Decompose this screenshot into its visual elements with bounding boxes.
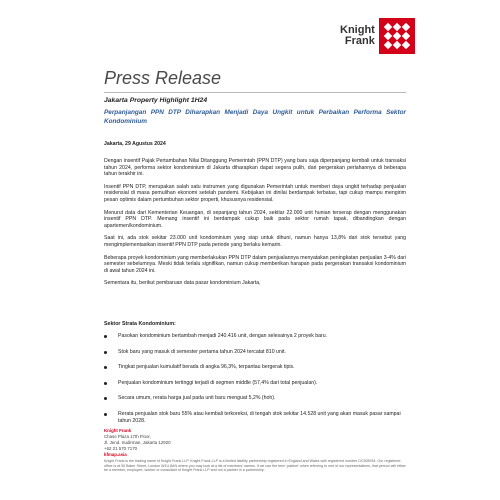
- logo-diamond-icon: [379, 18, 415, 54]
- paragraph: Dengan insentif Pajak Pertambahan Nilai Ditanggung Pemerintah (PPN DTP) yang baru saja diperpanjang kembali untuk transaksi tahun 2024, performa sektor kondominium di Jakarta diharapkan dapat segera pulih, dari pergerakan perlahannya di beberapa tahun terakhir ini.: [104, 158, 406, 178]
- knight-frank-logo: [340, 18, 415, 54]
- footer-phone: +62 21 570 7170: [104, 446, 138, 451]
- list-item: [104, 395, 406, 402]
- logo-line-1: Knight: [340, 24, 375, 36]
- release-subtitle: Perpanjangan PPN DTP Diharapkan Menjadi Daya Ungkit untuk Perbaikan Performa Sektor Kondominium: [104, 109, 406, 125]
- footer-address-2: Jl. Jend. Sudirman, Jakarta 12920: [104, 440, 171, 445]
- paragraph: Insentif PPN DTP, merupakan salah satu instrumen yang digunakan Pemerintah untuk memberi daya ungkit terhadap penjualan residensial di masa pemulihan ekonomi setelah pandemi. Kebijakan ini dinilai berdampak terbatas, tapi cukup mampu mengirim pesan optimis dalam pertumbuhan sektor properti, khususnya residensial.: [104, 183, 406, 203]
- bullet-text: Penjualan kondominium tertinggi terjadi di segmen middle (57,4% dari total penjualan).: [118, 379, 318, 386]
- bullet-icon: [104, 382, 107, 385]
- footer-contact: [104, 428, 406, 473]
- bullet-icon: [104, 335, 107, 338]
- bullet-text: Tingkat penjualan kumulatif berada di angka 96,3%, terpantau bergerak tipis.: [118, 364, 295, 371]
- bullet-icon: [104, 413, 107, 416]
- list-item: [104, 380, 406, 387]
- title-divider: [104, 92, 406, 93]
- dateline: Jakarta, 29 Agustus 2024: [104, 141, 166, 147]
- paragraph: Saat ini, ada stok sekitar 23.000 unit kondominium yang siap untuk dihuni, namun hanya 13,8% dari stok tersebut yang mengimplementasikan insentif PPN DTP pada periode yang berlaku kemarin.: [104, 235, 406, 248]
- paragraph: Menurut data dari Kementerian Keuangan, di sepanjang tahun 2024, sekitar 22.000 unit hunian terserap dengan menggunakan insentif PPN DTP. Memang insentif ini berdampak cukup baik pada sektor rumah tapak, dibandingkan dengan apartemen/kondominium.: [104, 209, 406, 229]
- bullet-text: Rerata penjualan stok baru 55% atau kembali terkoreksi, di tengah stok sekitar 14.528 unit yang akan masuk pasar sampai tahun 2028.: [118, 410, 401, 424]
- footer-legal-notice: Knight Frank is the trading name of Knight Frank LLP. Knight Frank LLP is a limited liability partnership registered in England and Wales with registered number OC305934. Our registered office is at 55 Baker Street, London W1U 8AN where you may look at a list of members' names. If we use the term 'partner' when referring to one of our representatives, that person will either be a member, employee, worker or consultant of Knight Frank LLP and not a partner in a partnership.: [104, 459, 406, 473]
- footer-address-1: Chase Plaza 17th Floor,: [104, 434, 151, 439]
- logo-line-2: Frank: [344, 35, 375, 47]
- list-item: [104, 349, 406, 356]
- logo-wordmark: [340, 25, 375, 47]
- bullet-icon: [104, 397, 107, 400]
- list-item: [104, 364, 406, 371]
- bullet-list: [104, 333, 406, 433]
- paragraph: Beberapa proyek kondominium yang memberlakukan PPN DTP dalam penjualannya menyatakan peningkatan penjualan 3-4% dari semester sebelumnya. Meski tidak terlalu signifikan, namun cukup memberikan harapan pada pergerakan transaksi kondominium di awal tahun 2024 ini.: [104, 254, 406, 274]
- bullet-text: Secara umum, rerata harga jual pada unit baru menguat 5,2% (hoh).: [118, 395, 276, 402]
- list-item: [104, 411, 406, 424]
- bullet-icon: [104, 351, 107, 354]
- section-heading: Sektor Strata Kondominium:: [104, 321, 176, 327]
- bullet-text: Pasokan kondominium bertambah menjadi 240.416 unit, dengan selesainya 2 proyek baru.: [118, 333, 328, 339]
- footer-website-link[interactable]: kfmap.asia: [104, 452, 127, 457]
- footer-firm-name: Knight Frank: [104, 428, 132, 433]
- highlight-heading: Jakarta Property Highlight 1H24: [104, 97, 208, 104]
- page-title: Press Release: [104, 68, 222, 88]
- list-item: [104, 333, 406, 340]
- paragraph: Sementara itu, berikut pembaruan data pasar kondominium Jakarta,: [104, 280, 261, 287]
- bullet-icon: [104, 366, 107, 369]
- body-text: [104, 158, 406, 293]
- bullet-text: Stok baru yang masuk di semester pertama tahun 2024 tercatat 810 unit.: [118, 348, 286, 355]
